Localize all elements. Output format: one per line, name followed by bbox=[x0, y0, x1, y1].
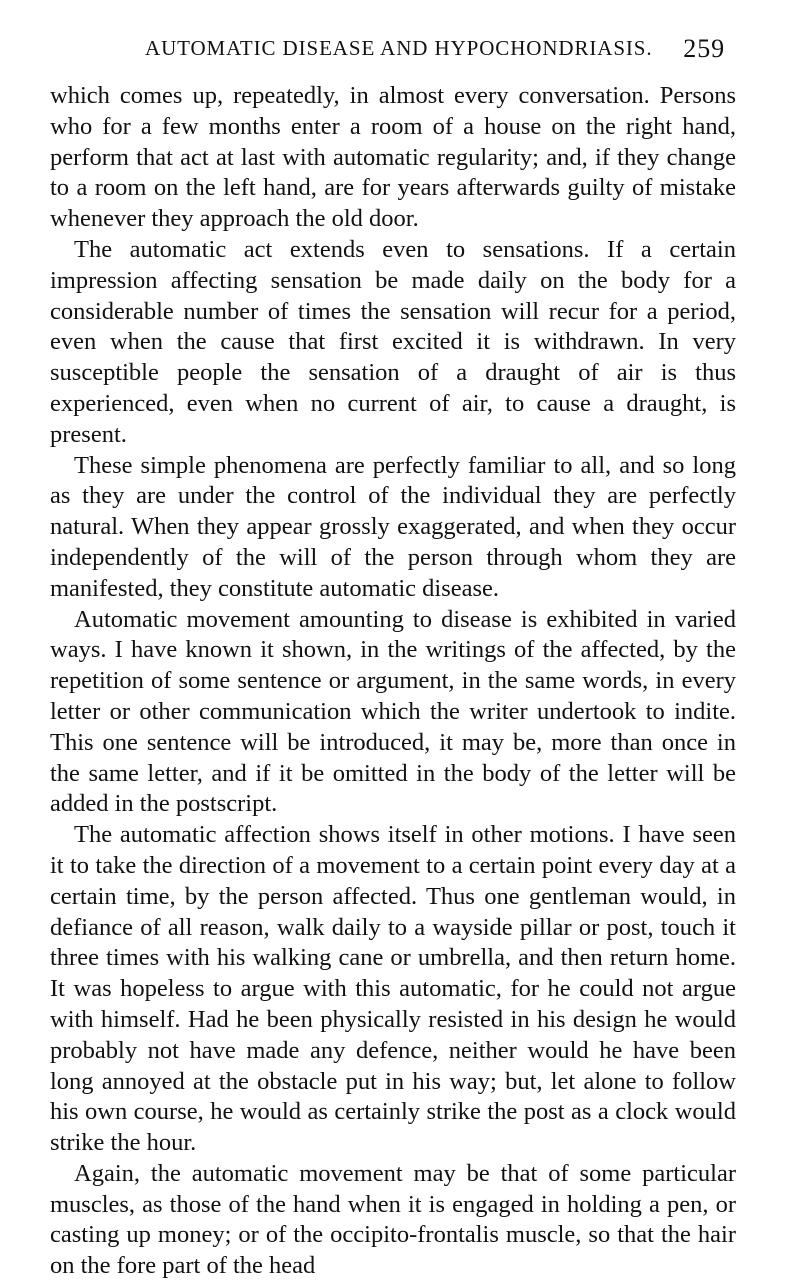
body-text bbox=[50, 81, 736, 1282]
paragraph-sensations: The automatic act extends even to sensations. If a certain impression affecting sensation be made daily on the body for a considerable number of times the sensation will recur for a period, even when the cause that first excited it is withdrawn. In very susceptible people the sensation of a draught of air is thus experienced, even when no current of air, to cause a draught, is present. bbox=[50, 235, 736, 448]
paragraph-continued: which comes up, repeatedly, in almost every conversation. Persons who for a few months enter a room of a house on the right hand, perform that act at last with automatic regularity; and, if they change to a room on the left hand, are for years afterwards guilty of mistake whenever they approach the old door. bbox=[50, 82, 736, 233]
page-number: 259 bbox=[683, 34, 725, 63]
paragraph-particular-muscles: Again, the automatic movement may be that of some particular muscles, as those of the hand when it is engaged in holding a pen, or casting up money; or of the occipito-frontalis muscle, so that the hair on the fore part of the head bbox=[50, 1159, 736, 1280]
paragraph-other-motions: The automatic affection shows itself in other motions. I have seen it to take the direction of a movement to a certain point every day at a certain time, by the person affected. Thus one gentleman would, in defiance of all reason, walk daily to a wayside pillar or post, touch it three times with his walking cane or umbrella, and then return home. It was hopeless to argue with this automatic, for he could not argue with himself. Had he been physically resisted in his design he would probably not have made any defence, neither would he have been long annoyed at the obstacle put in his way; but, let alone to follow his own course, he would as certainly strike the post as a clock would strike the hour. bbox=[50, 821, 736, 1157]
paragraph-automatic-movement: Automatic movement amounting to disease is exhibited in varied ways. I have known it shown, in the writings of the affected, by the repetition of some sentence or argument, in the same words, in every letter or other communication which the writer undertook to indite. This one sentence will be introduced, it may be, more than once in the same letter, and if it be omitted in the body of the letter will be added in the postscript. bbox=[50, 605, 736, 818]
running-head: AUTOMATIC DISEASE AND HYPOCHONDRIASIS. bbox=[145, 36, 653, 60]
page-header bbox=[145, 36, 725, 68]
paragraph-simple-phenomena: These simple phenomena are perfectly familiar to all, and so long as they are under the control of the individual they are perfectly natural. When they appear grossly exaggerated, and when they occur independently of the will of the person through whom they are manifested, they constitute automatic disease. bbox=[50, 451, 736, 602]
